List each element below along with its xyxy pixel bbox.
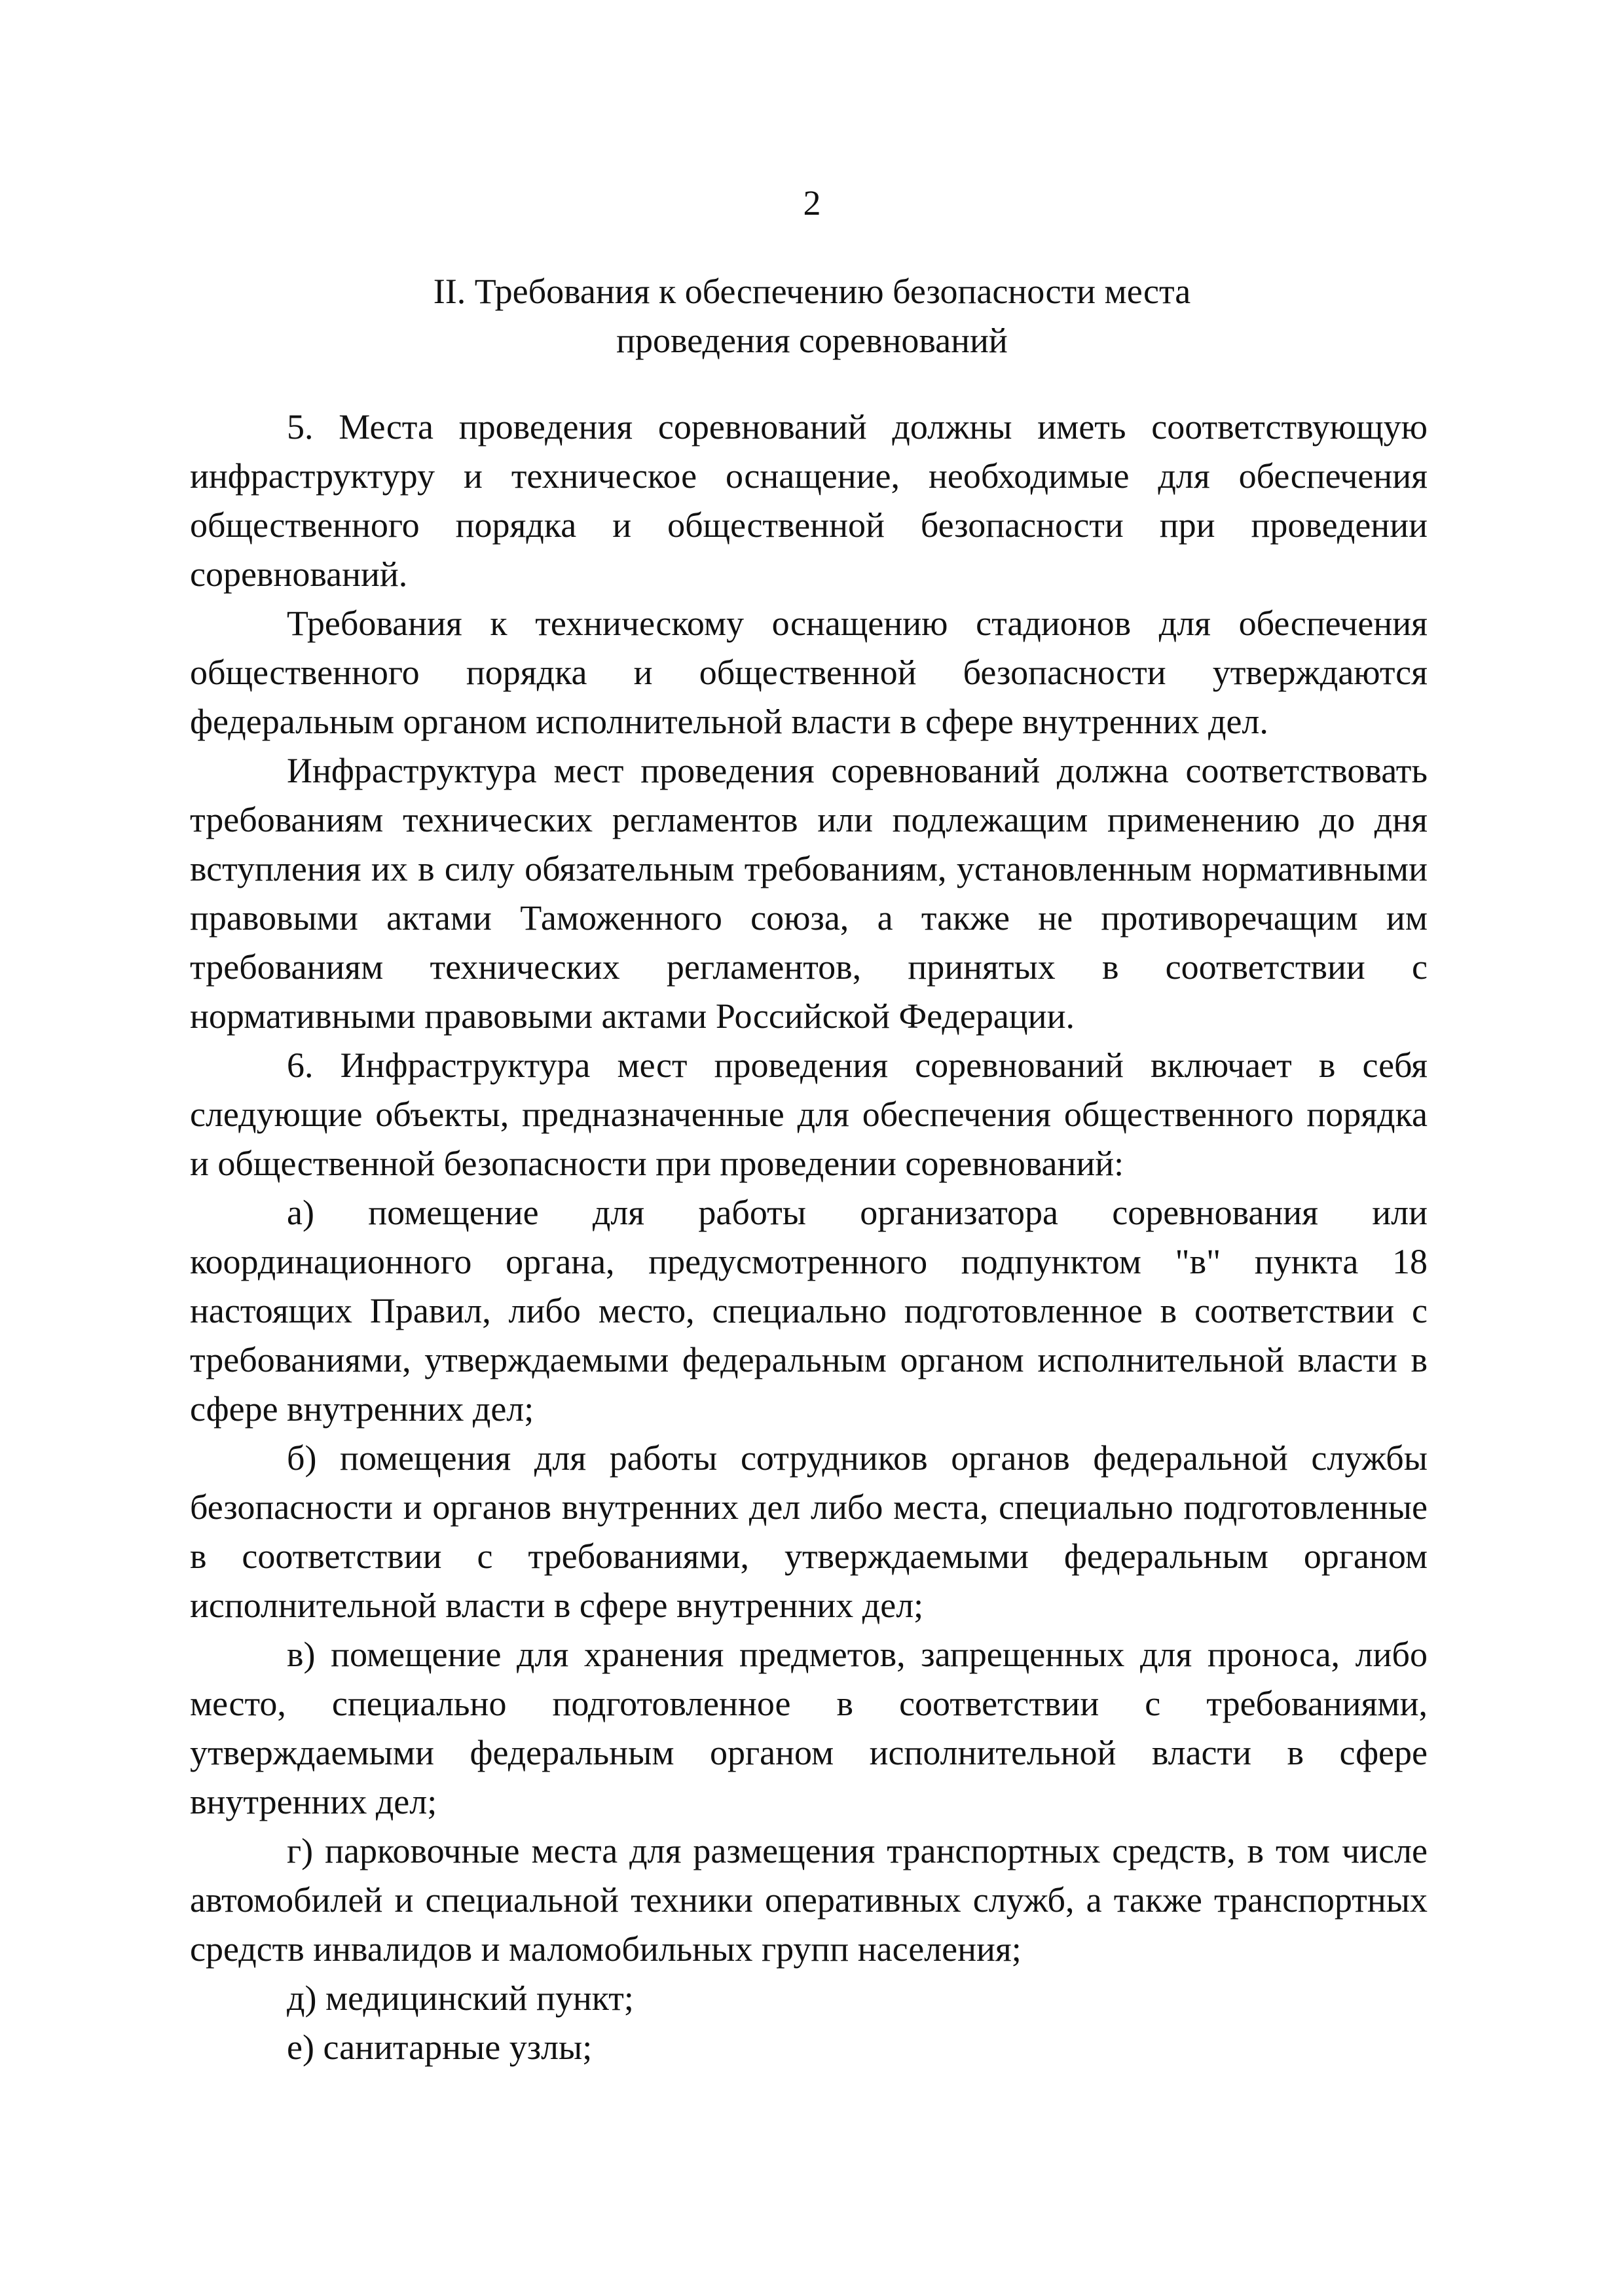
list-item-b: б) помещения для работы сотрудников органов федеральной службы безопасности и органов внутренних дел либо места, специально подготовленные в соответствии с требованиями, утверждаемыми федеральным органом исполнительной власти в сфере внутренних дел; — [190, 1438, 1428, 1625]
list-item-v: в) помещение для хранения предметов, запрещенных для проноса, либо место, специально подготовленное в соответствии с требованиями, утверждаемыми федеральным органом исполнительной власти в сфере внутренних дел; — [190, 1635, 1428, 1821]
paragraph-infrastructure-requirements: Инфраструктура мест проведения соревнований должна соответствовать требованиям технических регламентов или подлежащим применению до дня вступления их в силу обязательным требованиям, установленным нормативными правовыми актами Таможенного союза, а также не противоречащим им требованиям технических регламентов, принятых в соответствии с нормативными правовыми актами Российской Федерации. — [190, 751, 1428, 1036]
list-item-a: а) помещение для работы организатора соревнования или координационного органа, предусмотренного подпунктом "в" пункта 18 настоящих Правил, либо место, специально подготовленное в соответствии с требованиями, утверждаемыми федеральным органом исполнительной власти в сфере внутренних дел; — [190, 1193, 1428, 1429]
section-title-line-2: проведения соревнований — [616, 321, 1008, 360]
page-number: 2 — [803, 183, 821, 223]
paragraph-5: 5. Места проведения соревнований должны иметь соответствующую инфраструктуру и техническое оснащение, необходимые для обеспечения общественного порядка и общественной безопасности при проведении соревнований. — [190, 407, 1428, 594]
body-text — [190, 403, 1428, 2072]
list-item-e: е) санитарные узлы; — [287, 2028, 593, 2067]
list-item-d: д) медицинский пункт; — [287, 1978, 634, 2018]
section-title — [354, 267, 1270, 365]
list-item-g: г) парковочные места для размещения транспортных средств, в том числе автомобилей и специальной техники оперативных служб, а также транспортных средств инвалидов и маломобильных групп населения; — [190, 1831, 1428, 1969]
paragraph-6: 6. Инфраструктура мест проведения соревнований включает в себя следующие объекты, предназначенные для обеспечения общественного порядка и общественной безопасности при проведении соревнований: — [190, 1046, 1428, 1183]
paragraph-stadium-equipment: Требования к техническому оснащению стадионов для обеспечения общественного порядка и общественной безопасности утверждаются федеральным органом исполнительной власти в сфере внутренних дел. — [190, 604, 1428, 741]
section-title-line-1: II. Требования к обеспечению безопасности места — [433, 272, 1191, 311]
